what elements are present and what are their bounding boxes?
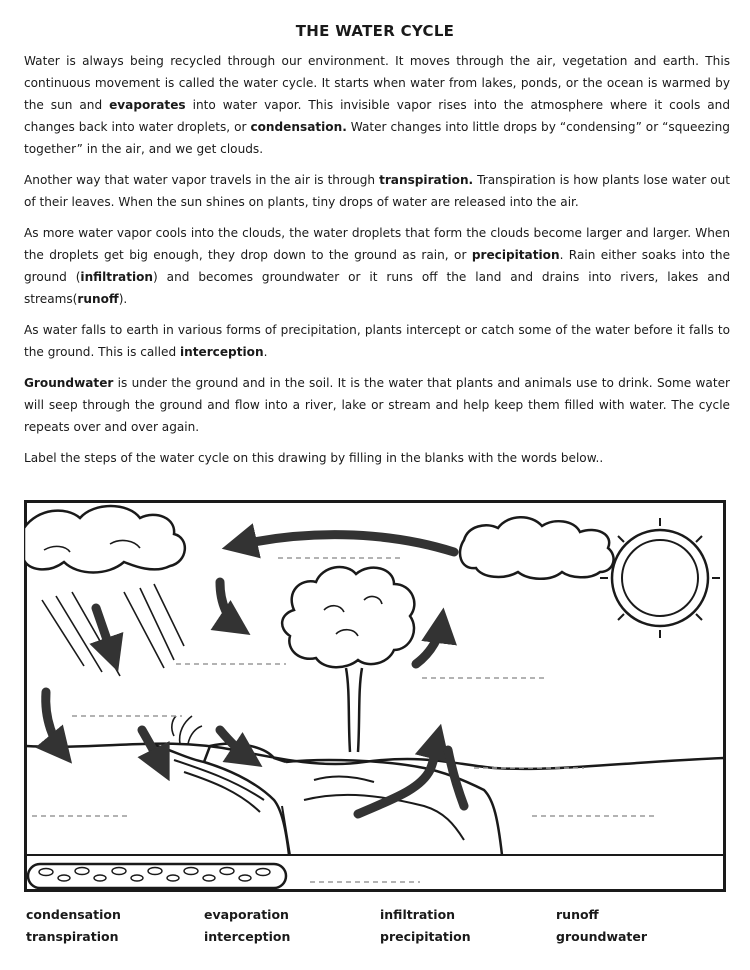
tree-icon: [282, 567, 414, 752]
arrow-precipitation: [96, 608, 114, 660]
instruction-text: Label the steps of the water cycle on this drawing by filling in the blanks with the words below..: [24, 451, 604, 465]
ground-line: [26, 744, 724, 769]
arrow-groundwater: [448, 750, 464, 806]
paragraph-4: [24, 319, 730, 363]
word-transpiration: transpiration: [26, 929, 119, 944]
cloud-left-icon: [24, 506, 185, 573]
paragraph-text: is under the ground and in the soil. It is the water that plants and animals use to drink. Some water will seep through the ground and flow into a river, lake or stream and help keep them filled with water. The cycle repeats over and over again.: [24, 376, 730, 434]
paragraph-text: ) and becomes groundwater or it runs off the land and drains into rivers, lakes and streams(: [24, 270, 730, 306]
arrow-evaporation: [358, 736, 438, 814]
paragraph-text: Water changes into little drops by “condensing” or “squeezing together” in the air, and we get clouds.: [24, 120, 730, 156]
key-term: infiltration: [80, 270, 154, 284]
word-groundwater: groundwater: [556, 929, 648, 944]
key-term: interception: [179, 345, 264, 359]
reading-passage: [24, 50, 730, 478]
arrow-runoff-left: [46, 692, 64, 754]
paragraph-5: [24, 372, 730, 438]
rock-layer-center: [286, 760, 502, 855]
word-interception: interception: [204, 929, 291, 944]
key-term: precipitation: [471, 248, 560, 262]
arrow-condensation: [234, 535, 454, 552]
paragraph-text: As water falls to earth in various forms of precipitation, plants intercept or catch some of the water before it falls to the ground. This is called: [24, 323, 730, 359]
paragraph-text: into water vapor. This invisible vapor rises into the atmosphere where it cools and changes back into water droplets, or: [24, 98, 730, 134]
splash-icon: [172, 716, 202, 744]
river-bank: [144, 742, 289, 855]
paragraph-2: [24, 169, 730, 213]
paragraph-text: .: [263, 345, 268, 359]
key-term: Groundwater: [24, 376, 114, 390]
paragraph-text: ).: [118, 292, 128, 306]
key-term: evaporates: [109, 98, 186, 112]
paragraph-text: Transpiration is how plants lose water out of their leaves. When the sun shines on plants, tiny drops of water are released into the air.: [24, 173, 730, 209]
arrow-interception: [220, 582, 240, 628]
word-precipitation: precipitation: [380, 929, 471, 944]
arrow-transpiration: [416, 620, 442, 664]
word-infiltration: infiltration: [380, 907, 456, 922]
sun-icon: [600, 518, 720, 638]
word-bank: [26, 904, 726, 954]
word-runoff: runoff: [556, 907, 599, 922]
layer-divider: [282, 806, 290, 855]
paragraph-1: [24, 50, 730, 160]
word-condensation: condensation: [26, 907, 121, 922]
paragraph-text: As more water vapor cools into the clouds, the water droplets that form the clouds become larger and larger. When the droplets get big enough, they drop down to the ground as rain, or: [24, 226, 730, 262]
word-evaporation: evaporation: [204, 907, 289, 922]
key-term: condensation.: [250, 120, 347, 134]
arrow-runoff: [142, 730, 164, 770]
water-cycle-diagram: [24, 500, 726, 892]
cloud-right-icon: [460, 517, 614, 579]
paragraph-text: . Rain either soaks into the ground (: [24, 248, 731, 284]
key-term: transpiration.: [379, 173, 474, 187]
page-title: THE WATER CYCLE: [295, 22, 455, 40]
paragraph-text: Water is always being recycled through our environment. It moves through the air, vegetation and earth. This continuous movement is called the water cycle. It starts when water from lakes, ponds, or the ocean is warmed by the sun and: [24, 54, 730, 112]
paragraph-text: Another way that water vapor travels in the air is through: [24, 173, 380, 187]
paragraph-3: [24, 222, 730, 310]
key-term: runoff: [77, 292, 119, 306]
rock-inner-2: [314, 776, 374, 782]
